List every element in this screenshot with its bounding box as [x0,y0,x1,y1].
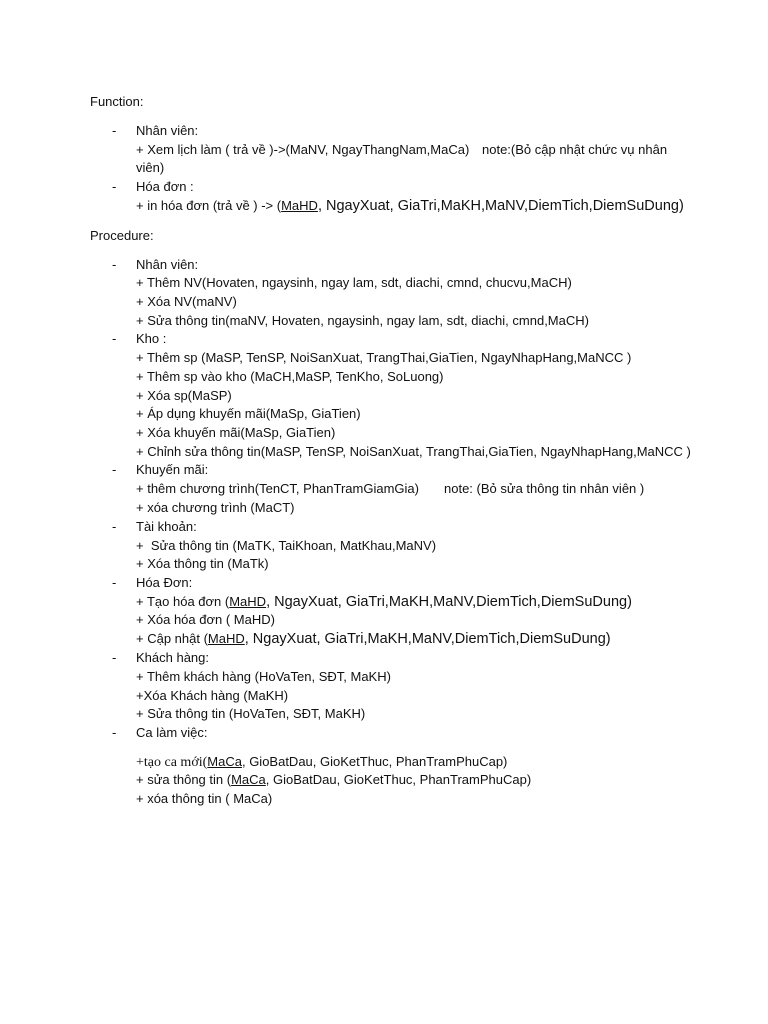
hoadon-delete-line: + Xóa hóa đơn ( MaHD) [136,612,275,627]
taikhoan-line: + Xóa thông tin (MaTk) [136,556,269,571]
function-nhanvien-title: Nhân viên: [136,123,199,138]
bullet-dash: - [112,123,117,138]
function-hoadon-line: + in hóa đơn (trả về ) -> (MaHD, NgayXuat, GiaTri,MaKH,MaNV,DiemTich,DiemSuDung) [136,198,684,214]
hoadon-update-line: + Cập nhật (MaHD, NgayXuat, GiaTri,MaKH,MaNV,DiemTich,DiemSuDung) [136,631,611,647]
bullet-dash: - [112,725,117,740]
khuyenmai-title: Khuyến mãi: [136,462,209,477]
kho-line: + Thêm sp (MaSP, TenSP, NoiSanXuat, TrangThai,GiaTien, NgayNhapHang,MaNCC ) [136,350,632,365]
taikhoan-title: Tài khoản: [136,519,197,534]
hoadon-title: Hóa Đơn: [136,575,193,590]
taikhoan-line: + Sửa thông tin (MaTK, TaiKhoan, MatKhau,MaNV) [136,538,437,553]
nhanvien-title: Nhân viên: [136,257,199,272]
khachhang-title: Khách hàng: [136,650,210,665]
bullet-dash: - [112,331,117,346]
khachhang-line: +Xóa Khách hàng (MaKH) [136,688,289,703]
kho-title: Kho : [136,331,167,346]
kho-line: + Áp dụng khuyến mãi(MaSp, GiaTien) [136,406,361,421]
khachhang-line: + Thêm khách hàng (HoVaTen, SĐT, MaKH) [136,669,391,684]
bullet-dash: - [112,179,117,194]
kho-line: + Xóa sp(MaSP) [136,388,232,403]
function-heading: Function: [90,94,144,109]
nhanvien-line: + Xóa NV(maNV) [136,294,237,309]
bullet-dash: - [112,462,117,477]
kho-line: + Thêm sp vào kho (MaCH,MaSP, TenKho, SoLuong) [136,369,444,384]
function-nhanvien-line: + Xem lịch làm ( trả về )->(MaNV, NgayThangNam,MaCa) [136,142,470,157]
calamviec-title: Ca làm việc: [136,725,208,740]
hoadon-create-line: + Tạo hóa đơn (MaHD, NgayXuat, GiaTri,MaKH,MaNV,DiemTich,DiemSuDung) [136,594,632,610]
nhanvien-line: + Sửa thông tin(maNV, Hovaten, ngaysinh, ngay lam, sdt, diachi, cmnd,MaCH) [136,313,589,328]
function-nhanvien-note: note:(Bỏ cập nhật chức vụ nhân [482,142,668,157]
function-nhanvien-note-cont: viên) [136,160,165,175]
kho-line: + Chỉnh sửa thông tin(MaSP, TenSP, NoiSanXuat, TrangThai,GiaTien, NgayNhapHang,MaNCC ) [136,444,691,459]
khuyenmai-line: + xóa chương trình (MaCT) [136,500,295,515]
khuyenmai-line: + thêm chương trình(TenCT, PhanTramGiamGia) [136,481,419,496]
bullet-dash: - [112,519,117,534]
calamviec-create-line: +tạo ca mới(MaCa, GioBatDau, GioKetThuc, PhanTramPhuCap) [136,754,508,770]
calamviec-delete-line: + xóa thông tin ( MaCa) [136,791,273,806]
kho-line: + Xóa khuyến mãi(MaSp, GiaTien) [136,425,336,440]
khachhang-line: + Sửa thông tin (HoVaTen, SĐT, MaKH) [136,706,366,721]
procedure-heading: Procedure: [90,228,154,243]
khuyenmai-note: note: (Bỏ sửa thông tin nhân viên ) [444,481,645,496]
bullet-dash: - [112,257,117,272]
bullet-dash: - [112,650,117,665]
bullet-dash: - [112,575,117,590]
function-hoadon-title: Hóa đơn : [136,179,194,194]
calamviec-edit-line: + sửa thông tin (MaCa, GioBatDau, GioKetThuc, PhanTramPhuCap) [136,772,532,787]
nhanvien-line: + Thêm NV(Hovaten, ngaysinh, ngay lam, sdt, diachi, cmnd, chucvu,MaCH) [136,275,572,290]
